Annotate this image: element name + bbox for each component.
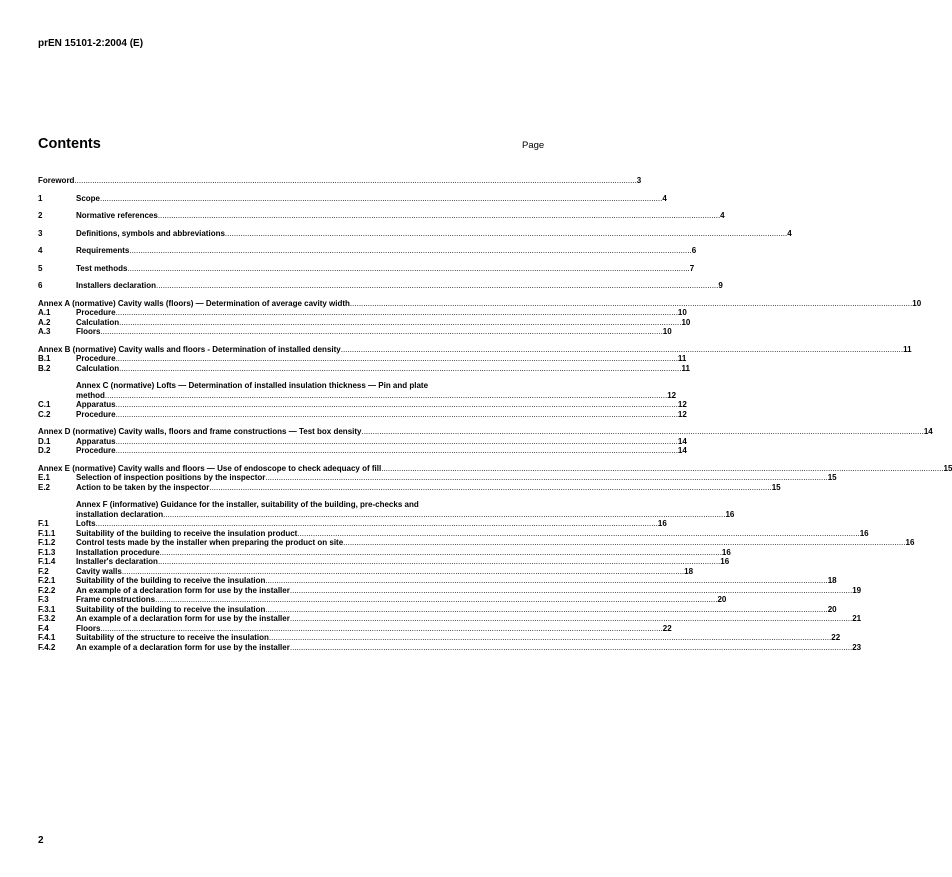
toc-entry-page: 20 [827,604,837,614]
toc-entry-title: Control tests made by the installer when preparing the product on site [76,538,344,547]
toc-entry-f11[interactable] [38,528,869,539]
leader-dots [119,318,681,328]
toc-entry-page: 16 [721,547,731,557]
toc-entry-title: Normative references [76,211,158,220]
leader-dots [155,595,717,605]
toc-entry-title: An example of a declaration form for use by the installer [76,642,290,652]
toc-entry-title: Foreword [38,176,75,185]
toc-entry-a3[interactable] [38,327,672,337]
leader-dots [119,364,681,374]
leader-dots [100,194,662,204]
toc-entry-title: Annex B (normative) Cavity walls and floors - Determination of installed density [38,344,341,354]
toc-entry-page: 10 [912,298,922,308]
toc-entry-1[interactable] [38,193,667,204]
toc-entry-number: F.2.1 [38,576,56,585]
contents-title: Contents [38,136,101,152]
toc-entry-title: Suitability of the building to receive the insulation [76,576,266,585]
toc-entry-page: 15 [827,473,837,482]
toc-entry-page: 14 [677,436,687,446]
toc-entry-page: 12 [667,390,677,400]
toc-entry-page: 6 [691,246,697,255]
leader-dots [100,624,662,634]
leader-dots [160,548,722,558]
toc-entry-f3[interactable] [38,595,727,605]
toc-entry-d1[interactable] [38,436,687,447]
toc-entry-c1[interactable] [38,400,687,410]
leader-dots [290,643,852,653]
toc-entry-number: B.1 [38,354,51,363]
leader-dots [100,327,662,337]
toc-entry-6[interactable] [38,281,723,291]
toc-entry-title: Test methods [76,263,128,273]
leader-dots [116,400,678,410]
toc-entry-title: An example of a declaration form for use by the installer [76,614,290,623]
toc-entry-number: B.2 [38,363,51,373]
toc-entry-number: F.1.3 [38,547,56,557]
toc-entry-title: Annex A (normative) Cavity walls (floors) — Determination of average cavity width [38,298,350,308]
toc-entry-page: 4 [787,228,792,238]
toc-entry-title: Procedure [76,354,116,363]
toc-entry-page: 21 [852,614,862,623]
toc-entry-title: Apparatus [76,400,116,409]
toc-entry-page: 16 [859,528,869,538]
leader-dots [265,473,827,483]
toc-entry-number: E.1 [38,473,51,482]
toc-entry-f13[interactable] [38,547,731,558]
page-number: 2 [38,835,44,846]
toc-entry-page: 19 [852,585,862,595]
toc-entry-f12[interactable] [38,538,915,548]
toc-entry-page: 16 [720,557,730,566]
toc-entry-foreword[interactable] [38,176,642,186]
toc-entry-annex-c[interactable] [38,390,677,401]
toc-entry-title: Selection of inspection positions by the inspector [76,473,266,482]
toc-entry-title: Suitability of the building to receive the insulation product [76,528,298,538]
page-column-label: Page [522,140,545,151]
toc-entry-page: 16 [905,538,915,547]
toc-entry-annex-f-title[interactable]: Annex F (informative) Guidance for the installer, suitability of the building, pre-checks and [76,500,419,509]
toc-entry-number: 2 [38,211,43,220]
toc-entry-f1[interactable] [38,519,667,529]
toc-entry-annex-f[interactable] [38,509,735,520]
toc-entry-title: Scope [76,193,101,203]
leader-dots [156,281,718,291]
leader-dots [290,586,852,596]
leader-dots [74,176,636,186]
toc-entry-title: Installer's declaration [76,557,158,566]
toc-entry-page: 10 [681,317,691,327]
leader-dots [265,576,827,586]
toc-entry-title: Procedure [76,308,116,317]
toc-entry-page: 23 [852,642,862,652]
table-of-contents [38,176,952,652]
toc-entry-number: F.3.1 [38,604,56,614]
leader-dots [361,427,923,437]
toc-entry-title: Annex D (normative) Cavity walls, floors and frame constructions — Test box density [38,427,362,436]
leader-dots [343,538,905,548]
toc-entry-number: D.2 [38,446,51,455]
toc-entry-f4[interactable] [38,623,672,634]
toc-entry-5[interactable] [38,263,695,274]
leader-dots [116,446,678,456]
leader-dots [341,345,903,355]
toc-entry-title: Apparatus [76,436,116,446]
toc-entry-title: Definitions, symbols and abbreviations [76,228,225,238]
toc-entry-page: 15 [943,463,952,473]
leader-dots [116,354,678,364]
leader-dots [269,633,831,643]
leader-dots [158,557,720,567]
toc-entry-number: F.2.2 [38,585,56,595]
toc-entry-page: 18 [827,576,837,585]
document-id: prEN 15101-2:2004 (E) [38,38,144,49]
leader-dots [297,529,859,539]
toc-entry-number: F.1.2 [38,538,56,547]
toc-entry-title: Floors [76,623,101,633]
toc-entry-page: 12 [677,400,687,409]
toc-entry-f21[interactable] [38,576,837,586]
toc-entry-title: Frame constructions [76,595,156,604]
toc-entry-annex-e[interactable] [38,463,952,474]
toc-entry-f41[interactable] [38,633,841,643]
toc-entry-page: 16 [725,509,735,519]
toc-entry-3[interactable] [38,228,792,239]
toc-entry-page: 22 [831,633,841,642]
leader-dots [350,299,912,309]
toc-entry-a1[interactable] [38,308,687,318]
toc-entry-title: Suitability of the building to receive the insulation [76,604,266,614]
leader-dots [381,464,943,474]
toc-entry-e2[interactable] [38,482,781,493]
toc-entry-number: 5 [38,263,43,273]
toc-entry-number: F.4.1 [38,633,56,642]
toc-entry-page: 10 [677,308,687,317]
toc-entry-c2[interactable] [38,409,687,420]
toc-entry-number: C.2 [38,409,51,419]
toc-entry-page: 14 [923,427,933,436]
toc-entry-page: 11 [677,354,687,363]
leader-dots [129,246,691,256]
toc-entry-e1[interactable] [38,473,837,483]
toc-entry-title: Calculation [76,363,120,373]
leader-dots [116,308,678,318]
toc-entry-page: 11 [681,363,690,373]
toc-entry-page: 16 [657,519,667,528]
toc-entry-number: 3 [38,228,43,238]
toc-entry-number: D.1 [38,436,51,446]
toc-entry-4[interactable] [38,246,697,256]
leader-dots [209,483,771,493]
toc-entry-page: 11 [903,344,912,354]
toc-entry-number: F.2 [38,566,49,576]
toc-entry-b2[interactable] [38,363,690,374]
toc-entry-page: 7 [689,263,695,273]
toc-entry-title: Annex E (normative) Cavity walls and floors — Use of endoscope to check adequacy of fill [38,463,382,473]
toc-entry-page: 22 [662,623,672,633]
toc-entry-annex-b[interactable] [38,344,912,355]
toc-entry-d2[interactable] [38,446,687,456]
leader-dots [122,567,684,577]
toc-entry-f31[interactable] [38,604,837,615]
toc-entry-title: Action to be taken by the inspector [76,482,210,492]
toc-entry-page: 3 [636,176,642,185]
toc-entry-a2[interactable] [38,317,691,328]
leader-dots [290,614,852,624]
toc-entry-f14[interactable] [38,557,730,567]
toc-entry-number: A.1 [38,308,51,317]
toc-entry-annex-c-title[interactable]: Annex C (normative) Lofts — Determination of installed insulation thickness — Pin and plate [76,381,429,390]
toc-entry-title: Installers declaration [76,281,157,290]
toc-entry-f22[interactable] [38,585,862,596]
toc-entry-title: Requirements [76,246,130,255]
leader-dots [105,391,667,401]
toc-entry-number: C.1 [38,400,51,409]
toc-entry-2[interactable] [38,211,725,221]
toc-entry-page: 20 [717,595,727,604]
leader-dots [163,510,725,520]
leader-dots [158,211,720,221]
toc-entry-number: F.4.2 [38,642,56,652]
toc-entry-page: 12 [677,409,687,419]
toc-entry-title: Floors [76,327,101,336]
leader-dots [225,229,787,239]
toc-entry-number: 6 [38,281,43,290]
toc-entry-title: An example of a declaration form for use by the installer [76,585,290,595]
toc-entry-title: Procedure [76,409,116,419]
toc-entry-number: F.3.2 [38,614,56,623]
leader-dots [96,519,658,529]
toc-entry-title: installation declaration [76,509,164,519]
toc-entry-annex-d[interactable] [38,427,933,437]
toc-entry-page: 15 [771,482,781,492]
toc-entry-title: Installation procedure [76,547,160,557]
toc-entry-page: 4 [662,193,667,203]
toc-entry-title: Procedure [76,446,116,455]
toc-entry-number: 4 [38,246,43,255]
toc-entry-annex-a[interactable] [38,298,922,309]
toc-entry-number: F.1 [38,519,49,528]
leader-dots [116,410,678,420]
toc-entry-title: Calculation [76,317,120,327]
toc-entry-page: 14 [677,446,687,455]
toc-entry-number: F.4 [38,623,49,633]
toc-entry-title: Cavity walls [76,566,122,576]
toc-entry-page: 18 [684,566,694,576]
toc-entry-number: F.3 [38,595,49,604]
leader-dots [127,264,689,274]
toc-entry-title: method [76,390,105,400]
toc-entry-number: A.2 [38,317,51,327]
toc-entry-title: Lofts [76,519,96,528]
toc-entry-page: 4 [720,211,725,220]
toc-entry-title: Suitability of the structure to receive the insulation [76,633,269,642]
toc-entry-page: 10 [662,327,672,336]
toc-entry-number: F.1.1 [38,528,56,538]
toc-entry-f2[interactable] [38,566,694,577]
toc-entry-f42[interactable] [38,642,862,653]
leader-dots [116,437,678,447]
toc-entry-f32[interactable] [38,614,862,624]
toc-entry-number: F.1.4 [38,557,56,566]
toc-entry-number: 1 [38,193,43,203]
toc-entry-number: E.2 [38,482,51,492]
leader-dots [265,605,827,615]
toc-entry-b1[interactable] [38,354,687,364]
toc-entry-page: 9 [718,281,723,290]
toc-entry-number: A.3 [38,327,51,336]
